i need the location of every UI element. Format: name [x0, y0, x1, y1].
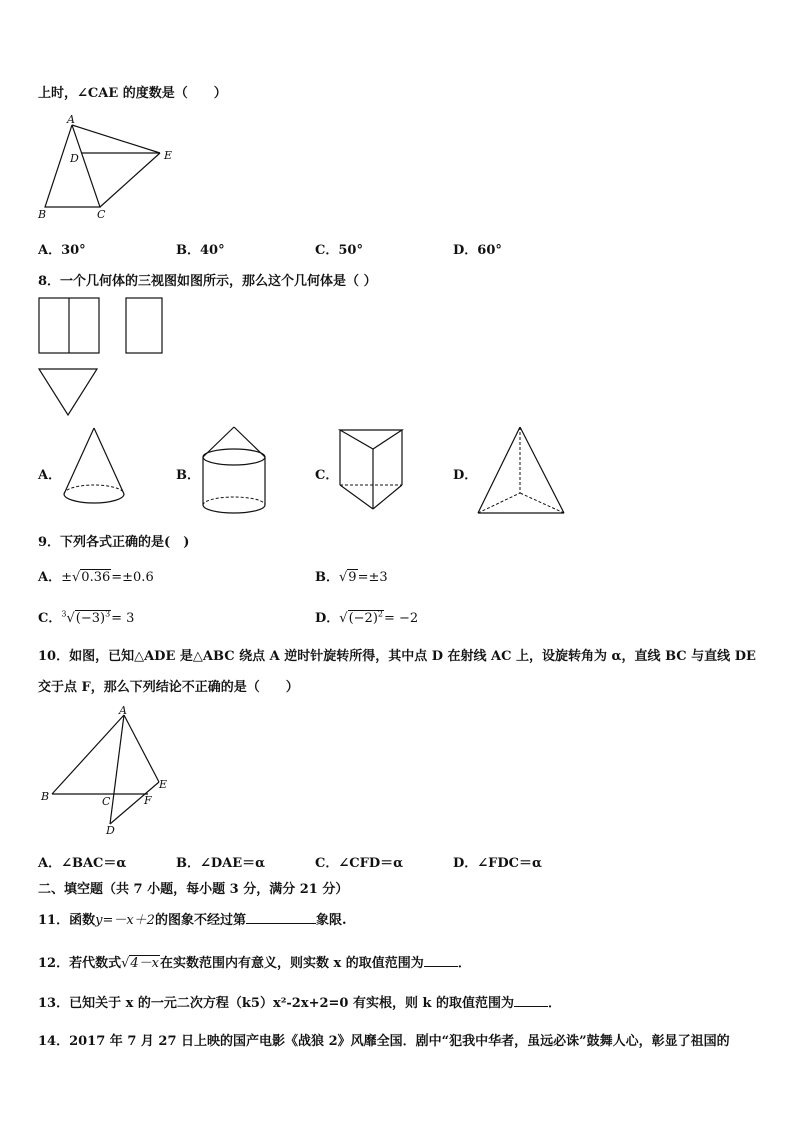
q8-cylinder-cone [198, 425, 270, 517]
q10-label-f: F [144, 794, 152, 807]
q9-option-b: B．√9=±3 [315, 570, 388, 585]
q8-three-views [36, 296, 176, 418]
q12: 12．若代数式√4－x在实数范围内有意义，则实数 x 的取值范围为 ． [38, 956, 471, 971]
q7-label-d: D [70, 152, 79, 165]
q10-option-d: D．∠FDC＝α [453, 856, 543, 871]
q10-figure [36, 706, 176, 838]
q8-option-b-label: B． [176, 468, 200, 483]
q10-option-a: A．∠BAC＝α [38, 856, 127, 871]
side-view [126, 298, 162, 353]
q7-figure [30, 112, 190, 222]
q10-stem-line1: 10．如图，已知△ADE 是△ABC 绕点 A 逆时针旋转所得，其中点 D 在射线 AC 上，设旋转角为 α，直线 BC 与直线 DE [38, 649, 756, 664]
q10-label-b: B [41, 790, 50, 803]
q7-option-c: C．50° [315, 243, 363, 258]
q10-label-c: C [102, 795, 111, 808]
q7-option-a: A．30° [38, 243, 86, 258]
q8-pyramid [474, 425, 570, 520]
q10-option-c: C．∠CFD＝α [315, 856, 404, 871]
q10-label-a: A [119, 704, 127, 717]
q8-option-c-label: C． [315, 468, 339, 483]
answer-blank[interactable] [514, 994, 548, 1007]
answer-blank[interactable] [424, 954, 458, 967]
q8-prism [336, 427, 408, 517]
q7-label-a: A [67, 113, 75, 126]
q10-stem-line2: 交于点 F，那么下列结论不正确的是（ ） [38, 680, 299, 695]
q10-label-d: D [106, 824, 115, 837]
answer-blank[interactable] [246, 911, 316, 924]
q7-option-d: D．60° [453, 243, 502, 258]
q7-label-c: C [97, 208, 106, 221]
q9-option-a: A．±√0.36=±0.6 [38, 570, 154, 585]
q7-option-b: B．40° [176, 243, 225, 258]
q8-stem: 8．一个几何体的三视图如图所示，那么这个几何体是（ ） [38, 274, 377, 289]
section-title: 二、填空题（共 7 小题，每小题 3 分，满分 21 分） [38, 882, 349, 897]
q9-option-c: C．$^3√(-3)^3= 3$ [38, 609, 135, 626]
q7-label-e: E [164, 149, 173, 162]
q11: 11．函数y=－x＋2的图象不经过第 象限. [38, 913, 347, 928]
q8-cone [60, 426, 130, 516]
q7-label-b: B [38, 208, 47, 221]
q8-option-a-label: A． [38, 468, 62, 483]
q9-stem: 9．下列各式正确的是( ) [38, 535, 190, 550]
q13: 13．已知关于 x 的一元二次方程（k5）x²-2x+2=0 有实根，则 k 的取值范围为 ． [38, 996, 562, 1011]
q10-option-b: B．∠DAE＝α [176, 856, 266, 871]
q8-option-d-label: D． [453, 468, 478, 483]
q9-option-d: D．$√(-2)^2= -2$ [315, 609, 419, 626]
q14: 14．2017 年 7 月 27 日上映的国产电影《战狼 2》风靡全国．剧中“犯我中华者，虽远必诛”鼓舞人心，彰显了祖国的 [38, 1034, 730, 1049]
q10-label-e: E [159, 778, 168, 791]
q7-stem: 上时，∠CAE 的度数是（ ） [38, 86, 227, 101]
top-view [39, 369, 97, 415]
